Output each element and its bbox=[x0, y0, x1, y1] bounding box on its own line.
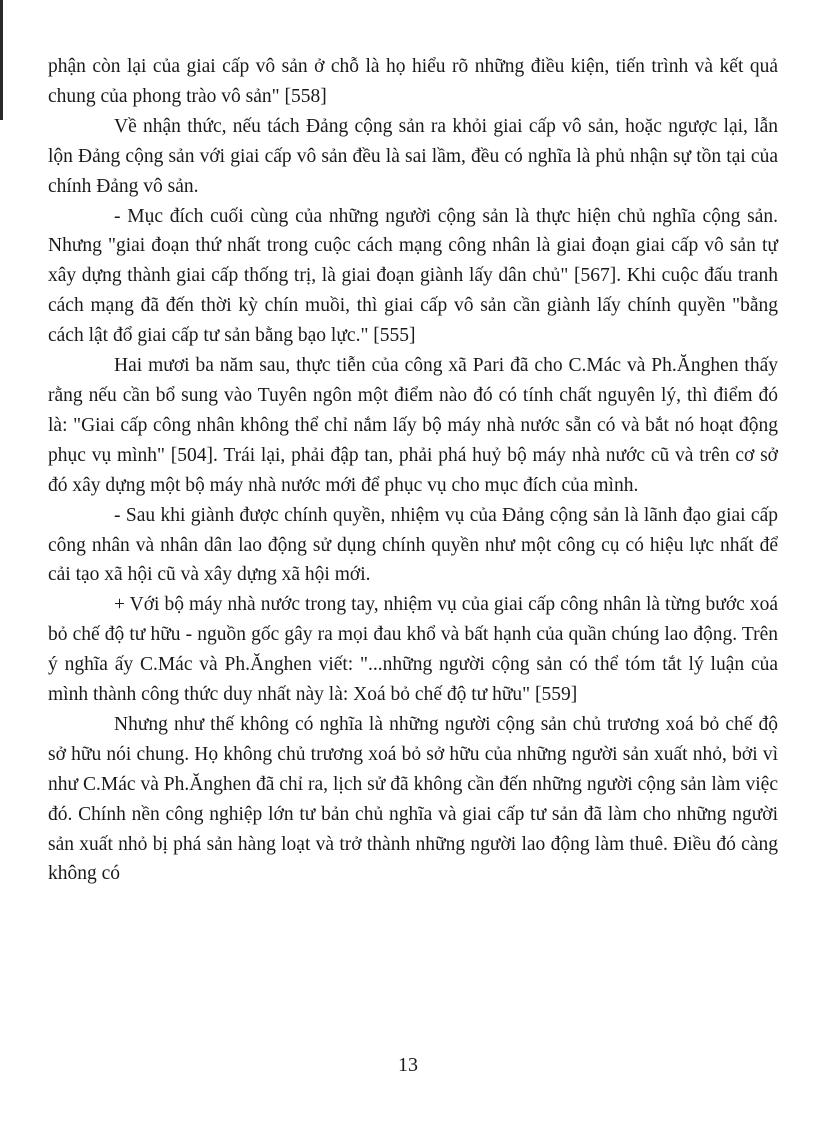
page-number: 13 bbox=[398, 1054, 418, 1076]
binding-edge-mark bbox=[0, 0, 3, 120]
paragraph-ultimate-goal: - Mục đích cuối cùng của những người cộng sản là thực hiện chủ nghĩa cộng sản. Nhưng "giai đoạn thứ nhất trong cuộc cách mạng công nhân là giai đoạn giai cấp vô sản tự xây dựng thành giai cấp thống trị, là giai đoạn giành lấy dân chủ" [567]. Khi cuộc đấu tranh cách mạng đã đến thời kỳ chín muồi, thì giai cấp vô sản cần giành lấy chính quyền "bằng cách lật đổ giai cấp tư sản bằng bạo lực." [555] bbox=[48, 205, 778, 347]
paragraph-abolish-private-property: + Với bộ máy nhà nước trong tay, nhiệm vụ của giai cấp công nhân là từng bước xoá bỏ chế độ tư hữu - nguồn gốc gây ra mọi đau khổ và bất hạnh của quần chúng lao động. Trên ý nghĩa ấy C.Mác và Ph.Ănghen viết: "...những người cộng sản có thể tóm tắt lý luận của mình thành công thức duy nhất này là: Xoá bỏ chế độ tư hữu" [559] bbox=[48, 594, 778, 706]
paragraph-after-power: - Sau khi giành được chính quyền, nhiệm vụ của Đảng cộng sản là lãnh đạo giai cấp công nhân và nhân dân lao động sử dụng chính quyền như một công cụ có hiệu lực nhất để cải tạo xã hội cũ và xây dựng xã hội mới. bbox=[48, 504, 778, 586]
paragraph-paris-commune: Hai mươi ba năm sau, thực tiễn của công xã Pari đã cho C.Mác và Ph.Ănghen thấy rằng nếu cần bổ sung vào Tuyên ngôn một điểm nào đó có tính chất nguyên lý, thì điểm đó là: "Giai cấp công nhân không thể chỉ nắm lấy bộ máy nhà nước sẵn có và bắt nó hoạt động phục vụ mình" [504]. Trái lại, phải đập tan, phải phá huỷ bộ máy nhà nước cũ và trên cơ sở đó xây dựng một bộ máy nhà nước mới để phục vụ cho mục đích của mình. bbox=[48, 355, 778, 496]
paragraph-continuation: phận còn lại của giai cấp vô sản ở chỗ là họ hiểu rõ những điều kiện, tiến trình và kết quả chung của phong trào vô sản" [558] bbox=[48, 56, 778, 107]
page-body bbox=[48, 52, 778, 889]
paragraph-small-producers: Nhưng như thế không có nghĩa là những người cộng sản chủ trương xoá bỏ chế độ sở hữu nói chung. Họ không chủ trương xoá bỏ sở hữu của những người sản xuất nhỏ, bởi vì như C.Mác và Ph.Ănghen đã chỉ ra, lịch sử đã không cần đến những người cộng sản làm việc đó. Chính nền công nghiệp lớn tư bản chủ nghĩa và giai cấp tư sản đã làm cho những người sản xuất nhỏ bị phá sản hàng loạt và trở thành những người lao động làm thuê. Điều đó càng không có bbox=[48, 713, 778, 885]
paragraph-awareness: Về nhận thức, nếu tách Đảng cộng sản ra khỏi giai cấp vô sản, hoặc ngược lại, lẫn lộn Đảng cộng sản với giai cấp vô sản đều là sai lầm, đều có nghĩa là phủ nhận sự tồn tại của chính Đảng vô sản. bbox=[48, 115, 778, 197]
